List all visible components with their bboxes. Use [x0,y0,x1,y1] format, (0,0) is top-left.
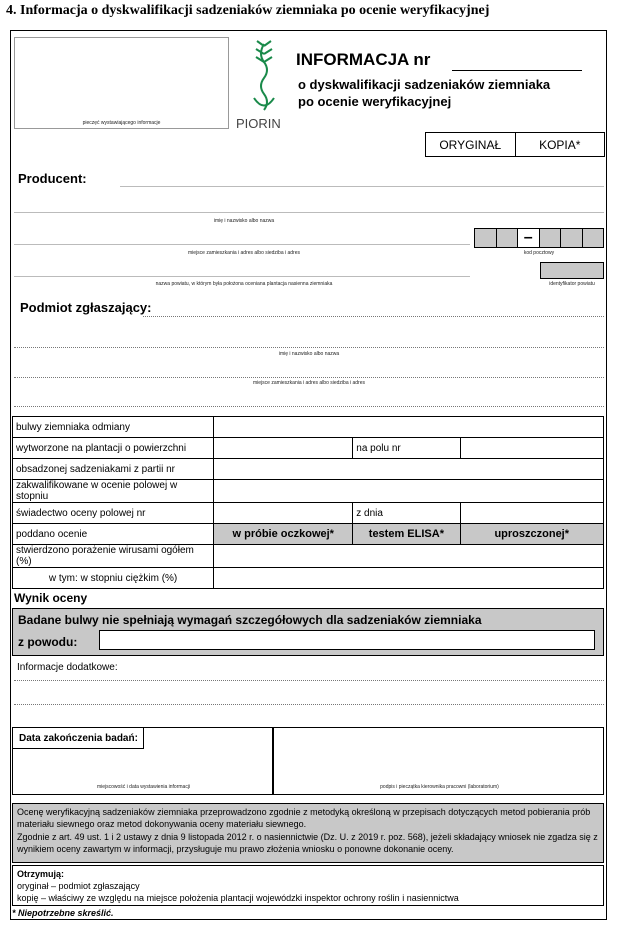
virus-total-field[interactable] [214,545,604,568]
document-subtitle-line1: o dyskwalifikacji sadzeniaków ziemniaka [298,77,551,92]
certificate-field[interactable] [214,503,353,524]
completion-box [12,727,273,795]
postal-code-dash: – [518,229,540,247]
producer-name-line-2[interactable] [14,212,604,213]
county-line[interactable] [14,276,470,277]
additional-info-line-1[interactable] [14,680,604,681]
document-number-field[interactable] [452,70,582,71]
result-statement: Badane bulwy nie spełniają wymagań szczegółowych dla sadzeniaków ziemniaka [18,613,482,627]
producer-label: Producent: [18,171,87,186]
produced-on-label: wytworzone na plantacji o powierzchni [13,438,214,459]
table-row [13,459,604,480]
applicant-address-line-2[interactable] [14,406,604,407]
result-label: Wynik oceny [14,591,88,605]
evaluation-table [12,416,604,589]
applicant-name-line[interactable] [143,316,604,317]
applicant-label: Podmiot zgłaszający: [20,300,152,315]
batch-field[interactable] [214,459,604,480]
table-row [13,568,604,589]
table-row [13,417,604,438]
legal-notes [12,803,604,863]
method-eye-sample[interactable]: w próbie oczkowej* [214,524,353,545]
virus-severe-label: w tym: w stopniu ciężkim (%) [13,568,214,589]
applicant-name-caption: imię i nazwisko albo nazwa [278,351,340,357]
reason-field[interactable] [99,630,595,650]
copy-selector [425,132,605,157]
applicant-address-line[interactable] [14,377,604,378]
additional-info-label: Informacje dodatkowe: [17,662,118,673]
planted-from-label: obsadzonej sadzeniakami z partii nr [13,459,214,480]
reason-label: z powodu: [18,635,78,649]
qualified-degree-label: zakwalifikowane w ocenie polowej w stopniu [13,480,214,503]
table-row [13,480,604,503]
date-from-label: z dnia [353,503,460,524]
recipient-1: oryginał – podmiot zgłaszający [17,881,140,891]
legal-note-2: Zgodnie z art. 49 ust. 1 i 2 ustawy z dnia 9 listopada 2012 r. o nasiennictwie (Dz. U. z 2019 r. poz. 568), jeżeli składający wniosek nie zgadza się z wynikiem oceny zawartym w informacji, przysługuje mu prawo złożenia wniosku o ponowne dokonanie oceny. [17,832,598,854]
table-row [13,503,604,524]
date-from-field[interactable] [460,503,604,524]
place-date-caption: miejscowość i data wystawienia informacji [96,784,191,790]
postal-code-caption: kod pocztowy [523,250,555,256]
producer-name-caption: imię i nazwisko albo nazwa [213,218,275,224]
virus-severe-field[interactable] [214,568,604,589]
original-option[interactable]: ORYGINAŁ [426,133,516,156]
copy-option[interactable]: KOPIA* [539,137,581,152]
completion-date-label: Data zakończenia badań: [19,733,138,744]
postal-code-boxes[interactable] [474,228,604,248]
evaluated-label: poddano ocenie [13,524,214,545]
table-row [13,545,604,568]
form-heading: 4. Informacja o dyskwalifikacji sadzeniaków ziemniaka po ocenie weryfikacyjnej [6,3,490,18]
producer-name-line[interactable] [120,186,604,187]
footnote: * Niepotrzebne skreślić. [12,908,114,918]
signature-box[interactable] [273,727,604,795]
virus-total-label: stwierdzono porażenie wirusami ogółem (%) [13,545,214,568]
county-caption: nazwa powiatu, w którym była położona oceniana plantacja nasienna ziemniaka [155,281,333,287]
document-title: INFORMACJA nr [296,50,431,69]
stamp-caption: pieczęć wystawiającego informacje [82,120,161,126]
applicant-name-line-2[interactable] [14,347,604,348]
table-row [13,524,604,545]
producer-address-line[interactable] [14,244,470,245]
table-row [13,438,604,459]
county-id-box[interactable] [540,262,604,279]
county-id-caption: identyfikator powiatu [549,281,595,287]
document-subtitle-line2: po ocenie weryfikacyjnej [298,94,452,109]
method-elisa[interactable]: testem ELISA* [353,524,460,545]
signature-caption: podpis i pieczątka kierownika pracowni (laboratorium) [380,784,499,790]
stamp-area [14,37,229,129]
certificate-label: świadectwo oceny polowej nr [13,503,214,524]
area-field[interactable] [214,438,353,459]
degree-field[interactable] [214,480,604,503]
additional-info-line-2[interactable] [14,704,604,705]
method-simplified[interactable]: uproszczonej* [460,524,604,545]
producer-address-caption: miejsce zamieszkania i adres albo siedziba i adres [188,250,300,256]
recipients-label: Otrzymują: [17,869,65,879]
document-subtitle [298,76,550,110]
variety-field[interactable] [214,417,604,438]
recipients-box [12,865,604,906]
result-box [12,608,604,656]
field-no-field[interactable] [460,438,604,459]
piorin-logo-text: PIORIN [236,116,281,131]
legal-note-1: Ocenę weryfikacyjną sadzeniaków ziemniaka przeprowadzono zgodnie z metodyką określoną w przepisach dotyczących metod pobierania prób materiału siewnego oraz metod dokonywania oceny materiału siewnego. [17,807,591,829]
applicant-address-caption: miejsce zamieszkania i adres albo siedziba i adres [253,380,365,386]
field-no-label: na polu nr [353,438,460,459]
variety-label: bulwy ziemniaka odmiany [13,417,214,438]
recipient-2: kopię – właściwy ze względu na miejsce położenia plantacji wojewódzki inspektor ochrony roślin i nasiennictwa [17,893,459,903]
